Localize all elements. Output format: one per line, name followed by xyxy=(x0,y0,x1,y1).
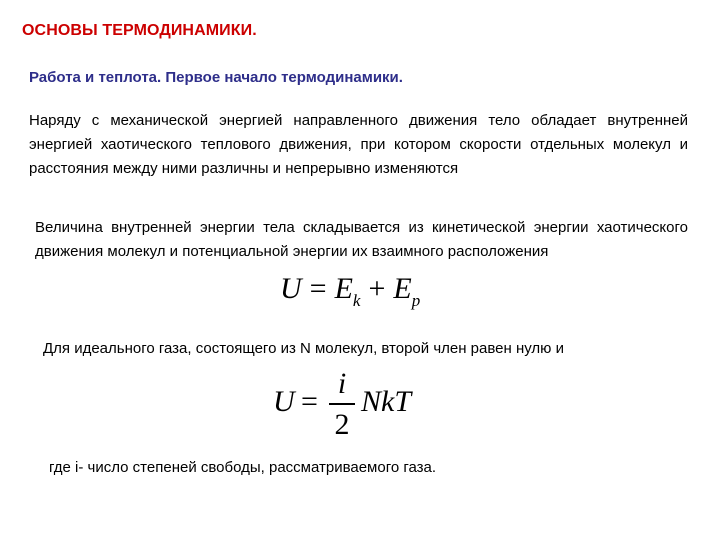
eq2-fraction-bar xyxy=(329,403,355,405)
eq1-e-potential: E xyxy=(393,272,412,305)
eq2-denominator: 2 xyxy=(334,407,350,441)
eq1-subscript-p: p xyxy=(411,291,421,310)
eq1-u: U xyxy=(280,272,302,305)
eq2-fraction xyxy=(329,368,355,442)
eq1-e-kinetic: E xyxy=(334,272,353,305)
slide-title: ОСНОВЫ ТЕРМОДИНАМИКИ. xyxy=(22,22,257,39)
eq1-subscript-k: k xyxy=(352,291,361,310)
eq2-equals: = xyxy=(301,385,318,418)
paragraph-internal-energy: Наряду с механической энергией направленного движения тело обладает внутренней энергией хаотического теплового движения, при котором скорости отдельных молекул и расстояния между ними различны и непрерывно изменяются xyxy=(29,112,688,177)
equation-internal-energy-sum xyxy=(280,272,421,310)
eq1-plus: + xyxy=(368,272,386,305)
paragraph-ideal-gas: Для идеального газа, состоящего из N молекул, второй член равен нулю и xyxy=(43,340,564,357)
eq1-equals: = xyxy=(309,272,327,305)
eq2-numerator: i xyxy=(337,367,347,400)
eq2-nkt: NkT xyxy=(361,385,412,418)
slide-subtitle: Работа и теплота. Первое начало термодинамики. xyxy=(29,69,403,86)
eq2-u: U xyxy=(273,385,295,418)
paragraph-energy-composition: Величина внутренней энергии тела складывается из кинетической энергии хаотического движения молекул и потенциальной энергии их взаимного расположения xyxy=(35,219,688,260)
paragraph-degrees-of-freedom: где i- число степеней свободы, рассматриваемого газа. xyxy=(49,459,437,476)
